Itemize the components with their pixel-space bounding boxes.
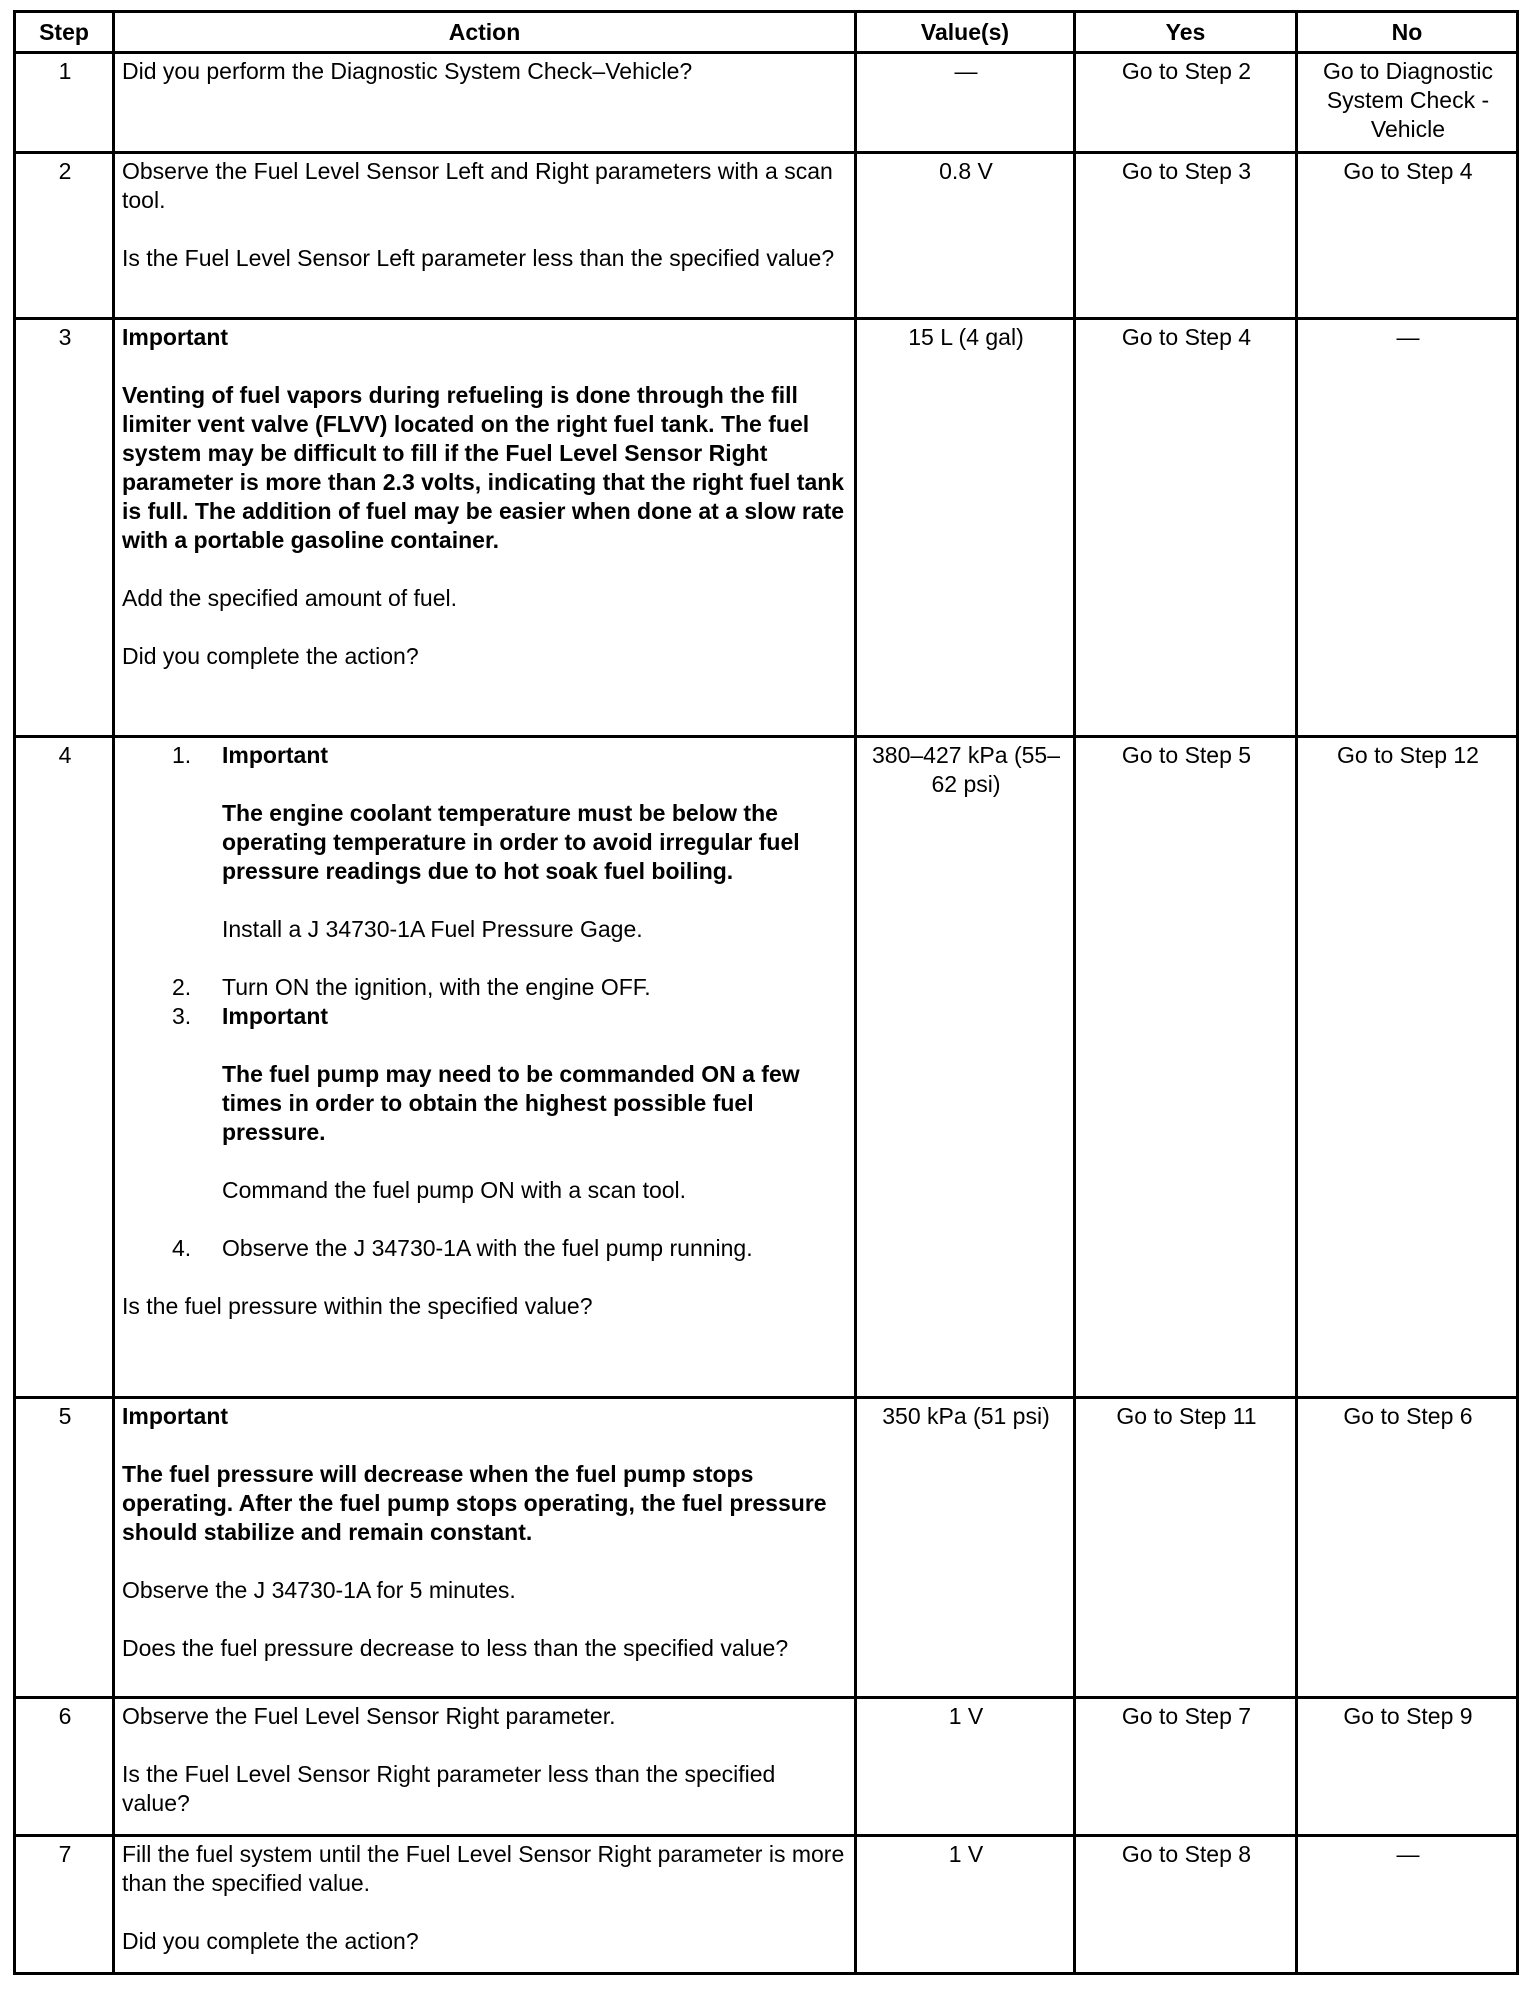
action-cell: [114, 1398, 856, 1698]
list-item-text: Install a J 34730-1A Fuel Pressure Gage.: [222, 916, 643, 942]
no-cell: Go to Step 12: [1297, 737, 1518, 1398]
action-text: Observe the Fuel Level Sensor Left and Right parameters with a scan tool.: [122, 158, 833, 213]
header-values: Value(s): [856, 12, 1075, 53]
important-label: Important: [222, 1003, 329, 1029]
list-number: 4.: [172, 1235, 192, 1261]
action-text: Fill the fuel system until the Fuel Level Sensor Right parameter is more than the specified value.: [122, 1841, 845, 1896]
list-item: [122, 1234, 849, 1263]
action-cell: [114, 153, 856, 319]
list-item: [122, 973, 849, 1002]
question-text: Did you complete the action?: [122, 1928, 419, 1954]
procedure-list: [122, 741, 849, 1263]
important-label: Important: [122, 324, 229, 350]
header-step: Step: [15, 12, 114, 53]
important-note: Venting of fuel vapors during refueling is done through the fill limiter vent valve (FLVV) located on the right fuel tank. The fuel system may be difficult to fill if the Fuel Level Sensor Right parameter is more than 2.3 volts, indicating that the right fuel tank is full. The addition of fuel may be easier when done at a slow rate with a portable gasoline container.: [122, 382, 845, 553]
list-number: 3.: [172, 1003, 192, 1029]
value-cell: 350 kPa (51 psi): [856, 1398, 1075, 1698]
action-cell: [114, 737, 856, 1398]
list-item: [122, 1002, 849, 1234]
important-note: The fuel pump may need to be commanded ON a few times in order to obtain the highest possible fuel pressure.: [222, 1061, 800, 1145]
yes-cell: Go to Step 8: [1075, 1836, 1297, 1974]
header-no: No: [1297, 12, 1518, 53]
question-text: Is the Fuel Level Sensor Right parameter less than the specified value?: [122, 1761, 776, 1816]
no-cell: —: [1297, 1836, 1518, 1974]
list-item-text: Command the fuel pump ON with a scan tool.: [222, 1177, 687, 1203]
list-item-text: Turn ON the ignition, with the engine OFF.: [222, 974, 651, 1000]
yes-cell: Go to Step 3: [1075, 153, 1297, 319]
yes-cell: Go to Step 11: [1075, 1398, 1297, 1698]
step-number: 1: [15, 53, 114, 153]
important-label: Important: [122, 1403, 229, 1429]
action-cell: [114, 1836, 856, 1974]
header-row: [15, 12, 1518, 53]
table-row: [15, 53, 1518, 153]
yes-cell: Go to Step 5: [1075, 737, 1297, 1398]
action-text: Did you perform the Diagnostic System Check–Vehicle?: [122, 58, 693, 84]
yes-cell: Go to Step 4: [1075, 319, 1297, 737]
value-cell: 1 V: [856, 1698, 1075, 1836]
table-row: [15, 153, 1518, 319]
header-yes: Yes: [1075, 12, 1297, 53]
list-number: 2.: [172, 974, 192, 1000]
diagnostic-table: [13, 10, 1519, 1975]
value-cell: 1 V: [856, 1836, 1075, 1974]
table-row: [15, 1836, 1518, 1974]
value-cell: 15 L (4 gal): [856, 319, 1075, 737]
table-row: [15, 1698, 1518, 1836]
yes-cell: Go to Step 2: [1075, 53, 1297, 153]
question-text: Is the Fuel Level Sensor Left parameter less than the specified value?: [122, 245, 835, 271]
step-number: 7: [15, 1836, 114, 1974]
important-note: The fuel pressure will decrease when the fuel pump stops operating. After the fuel pump stops operating, the fuel pressure should stabilize and remain constant.: [122, 1461, 827, 1545]
no-cell: Go to Step 9: [1297, 1698, 1518, 1836]
action-cell: [114, 319, 856, 737]
table-row: [15, 737, 1518, 1398]
list-item: [122, 741, 849, 973]
action-cell: [114, 1698, 856, 1836]
table-row: [15, 319, 1518, 737]
question-text: Did you complete the action?: [122, 643, 419, 669]
question-text: Is the fuel pressure within the specified value?: [122, 1293, 593, 1319]
value-cell: —: [856, 53, 1075, 153]
yes-cell: Go to Step 7: [1075, 1698, 1297, 1836]
no-cell: —: [1297, 319, 1518, 737]
step-number: 3: [15, 319, 114, 737]
step-number: 5: [15, 1398, 114, 1698]
action-text: Add the specified amount of fuel.: [122, 585, 457, 611]
table-row: [15, 1398, 1518, 1698]
value-cell: 0.8 V: [856, 153, 1075, 319]
action-cell: [114, 53, 856, 153]
important-label: Important: [222, 742, 329, 768]
no-cell: Go to Step 4: [1297, 153, 1518, 319]
step-number: 2: [15, 153, 114, 319]
action-text: Observe the J 34730-1A for 5 minutes.: [122, 1577, 516, 1603]
important-note: The engine coolant temperature must be below the operating temperature in order to avoid irregular fuel pressure readings due to hot soak fuel boiling.: [222, 800, 800, 884]
value-cell: 380–427 kPa (55–62 psi): [856, 737, 1075, 1398]
step-number: 4: [15, 737, 114, 1398]
step-number: 6: [15, 1698, 114, 1836]
list-item-text: Observe the J 34730-1A with the fuel pump running.: [222, 1235, 753, 1261]
question-text: Does the fuel pressure decrease to less than the specified value?: [122, 1635, 789, 1661]
no-cell: Go to Diagnostic System Check - Vehicle: [1297, 53, 1518, 153]
no-cell: Go to Step 6: [1297, 1398, 1518, 1698]
list-number: 1.: [172, 742, 192, 768]
header-action: Action: [114, 12, 856, 53]
action-text: Observe the Fuel Level Sensor Right parameter.: [122, 1703, 616, 1729]
